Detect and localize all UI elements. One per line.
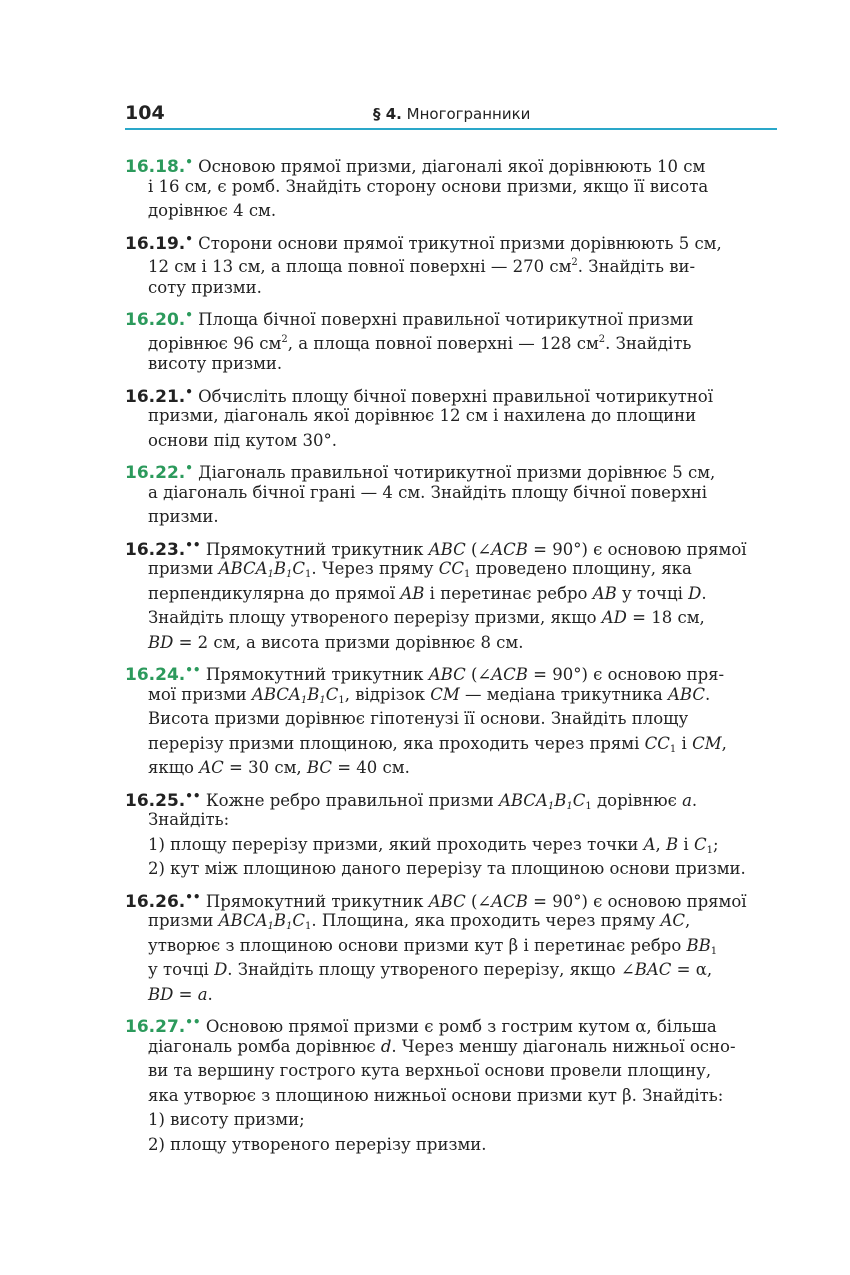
problem-text: Знайдіть площу утвореного перерізу призми, якщо AD = 18 см, [148,608,705,627]
problem-line [125,533,780,558]
problem-16-21 [125,380,780,457]
problem-number: 16.19.• [125,231,193,254]
page-number: 104 [125,102,165,124]
problem-line [125,934,780,959]
problem-text: Основою прямої призми, діагоналі якої дорівнюють 10 см [198,157,706,176]
problem-text: Діагональ правильної чотирикутної призми дорівнює 5 см, [198,463,716,482]
problem-text: перпендикулярна до прямої AB і перетинає ребро AB у точці D. [148,583,707,603]
section-title [373,105,530,123]
problem-number: 16.20.• [125,308,193,330]
problem-number: 16.21.• [125,384,193,407]
problem-text: якщо AC = 30 см, BC = 40 см. [148,758,410,777]
problem-line [125,909,780,934]
problem-line [125,429,780,454]
problem-line [125,1108,780,1133]
header-rule [125,128,777,130]
problem-text: Прямокутний трикутник ABC (∠ACB = 90°) є основою прямої [205,891,747,911]
section-number: § 4. [373,105,402,123]
problem-text: Сторони основи прямої трикутної призми дорівнюють 5 см, [198,233,722,253]
problem-text: Знайдіть: [148,810,230,829]
problem-line [125,557,780,582]
problem-text: призми. [148,507,219,526]
problem-line [125,251,780,276]
problem-text: діагональ ромба дорівнює d. Через меншу діагональ нижньої осно- [148,1036,736,1056]
problem-line [125,1133,780,1158]
problem-text: висоту призми. [148,354,283,373]
problem-text: утворює з площиною основи призми кут β і перетинає ребро $BB_1$ [148,935,718,957]
problem-16-20 [125,303,780,380]
problem-text: призми, діагональ якої дорівнює 12 см і нахилена до площини [148,406,697,425]
problem-text: Прямокутний трикутник ABC (∠ACB = 90°) є основою пря- [205,665,725,684]
problem-line [125,1059,780,1084]
problem-line [125,683,780,708]
problem-text: 1) висоту призми; [148,1110,305,1129]
problem-text: мої призми $ABCA_1B_1C_1$, відрізок CM — медіана трикутника ABC. [148,684,711,706]
problem-line [125,328,780,353]
problem-text: основи під кутом 30°. [148,430,337,450]
problem-16-19 [125,227,780,304]
problem-line [125,150,780,175]
problem-line [125,606,780,631]
problem-line [125,784,780,812]
problem-line [125,227,780,252]
problem-number: 16.27.•• [125,1015,201,1037]
problem-line [125,199,780,224]
problem-text: у точці D. Знайдіть площу утвореного перерізу, якщо ∠BAC = α, [148,960,713,979]
problem-line [125,732,780,757]
problem-text: 2) площу утвореного перерізу призми. [148,1134,487,1154]
problem-text: перерізу призми площиною, яка проходить через прямі $CC_1$ і CM, [148,733,727,755]
problem-text: ви та вершину гострого кута верхньої основи провели площину, [148,1061,712,1080]
problem-line [125,276,780,301]
problem-line [125,756,780,781]
problem-line [125,1010,780,1035]
problem-line [125,582,780,607]
problem-16-26 [125,885,780,1011]
problem-text: Обчисліть площу бічної поверхні правильної чотирикутної [198,386,714,406]
problem-text: Прямокутний трикутник ABC (∠ACB = 90°) є основою прямої [205,539,747,559]
problem-16-27 [125,1010,780,1160]
problem-line [125,631,780,656]
problem-text: 12 см і 13 см, а площа повної поверхні — 270 $см^2$. Знайдіть ви- [148,257,696,276]
problem-text: дорівнює 96 $см^2$, а площа повної поверхні — 128 $см^2$. Знайдіть [148,333,692,353]
problem-line [125,456,780,481]
problem-16-18 [125,150,780,227]
problem-text: Площа бічної поверхні правильної чотирикутної призми [198,310,694,329]
problem-list [125,150,780,1160]
problem-text: призми $ABCA_1B_1C_1$. Через пряму $CC_1$ проведено площину, яка [148,559,692,580]
problem-line [125,983,780,1008]
problem-number: 16.23.•• [125,537,201,560]
problem-text: призми $ABCA_1B_1C_1$. Площина, яка проходить через пряму AC, [148,911,691,932]
problem-line [125,808,780,833]
problem-line [125,707,780,732]
problem-text: Кожне ребро правильної призми $ABCA_1B_1C_1$ дорівнює a. [205,790,698,812]
problem-text: і 16 см, є ромб. Знайдіть сторону основи призми, якщо її висота [148,176,709,196]
problem-number: 16.18.• [125,155,193,177]
problem-line [125,1084,780,1109]
problem-text: BD = 2 см, а висота призми дорівнює 8 см. [148,632,524,652]
problem-number: 16.22.• [125,461,193,483]
problem-line [125,857,780,882]
problem-line [125,833,780,858]
problem-line [125,658,780,683]
problem-text: Основою прямої призми є ромб з гострим кутом α, більша [205,1017,717,1036]
problem-line [125,404,780,429]
problem-text: 1) площу перерізу призми, який проходить через точки A, B і $C_1$; [148,834,719,856]
problem-line [125,481,780,506]
problem-line [125,885,780,910]
problem-line [125,352,780,377]
problem-line [125,958,780,983]
section-name: Многогранники [406,105,531,123]
problem-number: 16.24.•• [125,663,201,685]
problem-line [125,505,780,530]
problem-line [125,303,780,328]
problem-16-23 [125,533,780,659]
page-header [125,100,777,130]
problem-16-24 [125,658,780,784]
problem-text: BD = a. [148,984,213,1004]
problem-line [125,1035,780,1060]
problem-number: 16.26.•• [125,889,201,912]
problem-text: яка утворює з площиною нижньої основи призми кут β. Знайдіть: [148,1085,724,1105]
problem-text: 2) кут між площиною даного перерізу та площиною основи призми. [148,859,746,878]
problem-line [125,175,780,200]
problem-text: дорівнює 4 см. [148,201,277,220]
problem-16-22 [125,456,780,533]
problem-text: соту призми. [148,277,262,297]
problem-16-25 [125,784,780,885]
problem-text: Висота призми дорівнює гіпотенузі її основи. Знайдіть площу [148,709,689,728]
problem-line [125,380,780,405]
problem-text: а діагональ бічної грані — 4 см. Знайдіть площу бічної поверхні [148,482,707,502]
problem-number: 16.25.•• [125,788,201,811]
